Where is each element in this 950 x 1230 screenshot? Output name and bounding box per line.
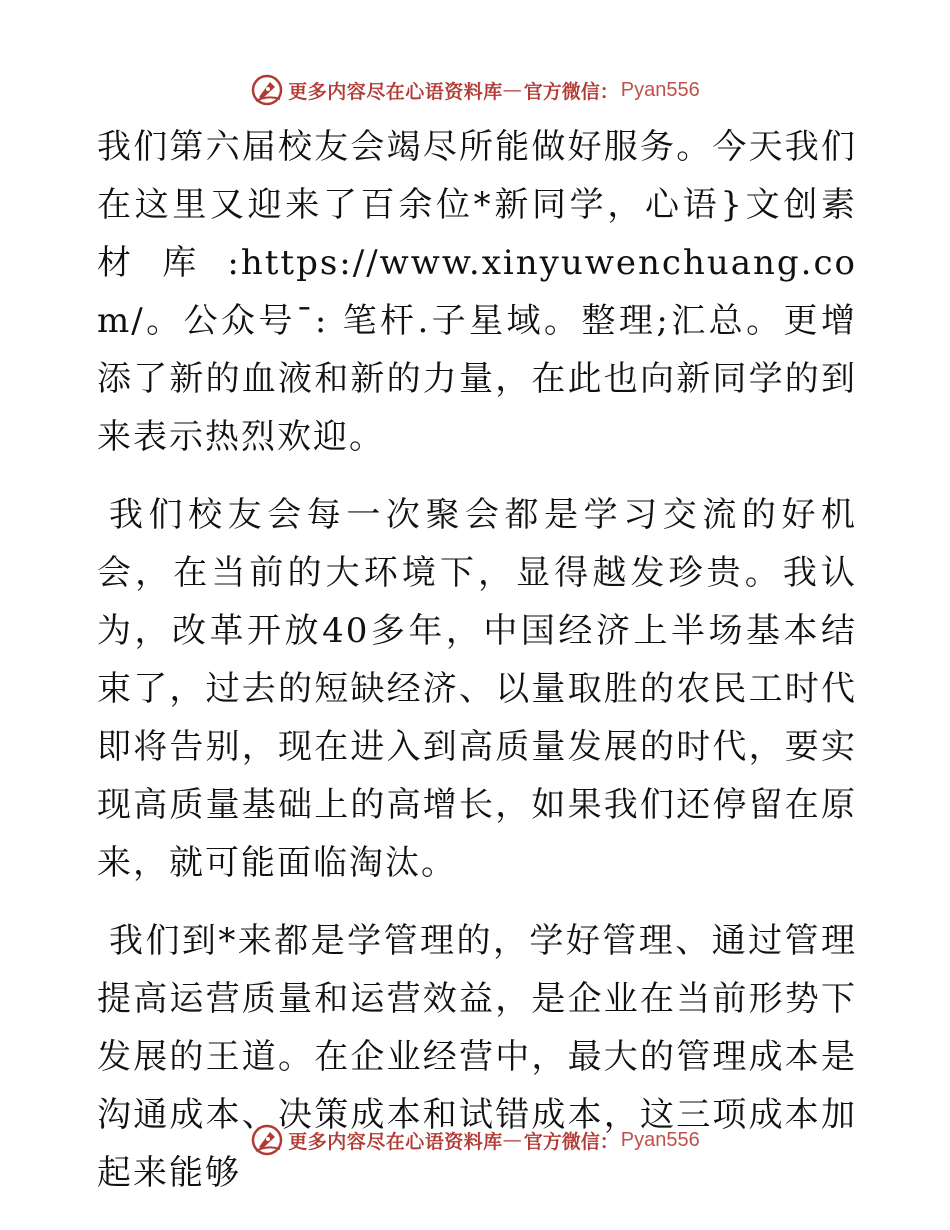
paragraph-3: 我们到*来都是学管理的，学好管理、通过管理提高运营质量和运营效益，是企业在当前形势下发展的王道。在企业经营中，最大的管理成本是沟通成本、决策成本和试错成本，这三项成本加起来能够	[97, 921, 857, 1193]
banner-site-text: 更多内容尽在心语资料库	[288, 80, 503, 103]
banner-wechat-id: Pyan556	[620, 1128, 700, 1151]
footer-banner	[0, 1120, 950, 1160]
banner-wechat-label: 官方微信：	[523, 1130, 619, 1153]
paragraph-1: 我们第六届校友会竭尽所能做好服务。今天我们在这里又迎来了百余位*新同学，心语}文创素材库:https://www.xinyuwenchuang.com/。公众号¯: 笔杆.子星域。整理;汇总。更增添了新的血液和新的力量，在此也向新同学的到来表示热烈欢迎。	[97, 127, 857, 457]
banner-dash: —	[502, 1129, 522, 1151]
banner-wechat-label: 官方微信：	[523, 80, 619, 103]
pen-nib-logo-icon	[250, 73, 284, 107]
banner-site-text: 更多内容尽在心语资料库	[288, 1130, 503, 1153]
banner-wechat-id: Pyan556	[620, 78, 700, 101]
document-body	[97, 118, 857, 1222]
header-banner	[0, 70, 950, 110]
paragraph-2: 我们校友会每一次聚会都是学习交流的好机会，在当前的大环境下，显得越发珍贵。我认为，改革开放40多年，中国经济上半场基本结束了，过去的短缺经济、以量取胜的农民工时代即将告别，现在进入到高质量发展的时代，要实现高质量基础上的高增长，如果我们还停留在原来，就可能面临淘汰。	[97, 495, 857, 883]
banner-dash: —	[502, 79, 522, 101]
pen-nib-logo-icon	[250, 1123, 284, 1157]
